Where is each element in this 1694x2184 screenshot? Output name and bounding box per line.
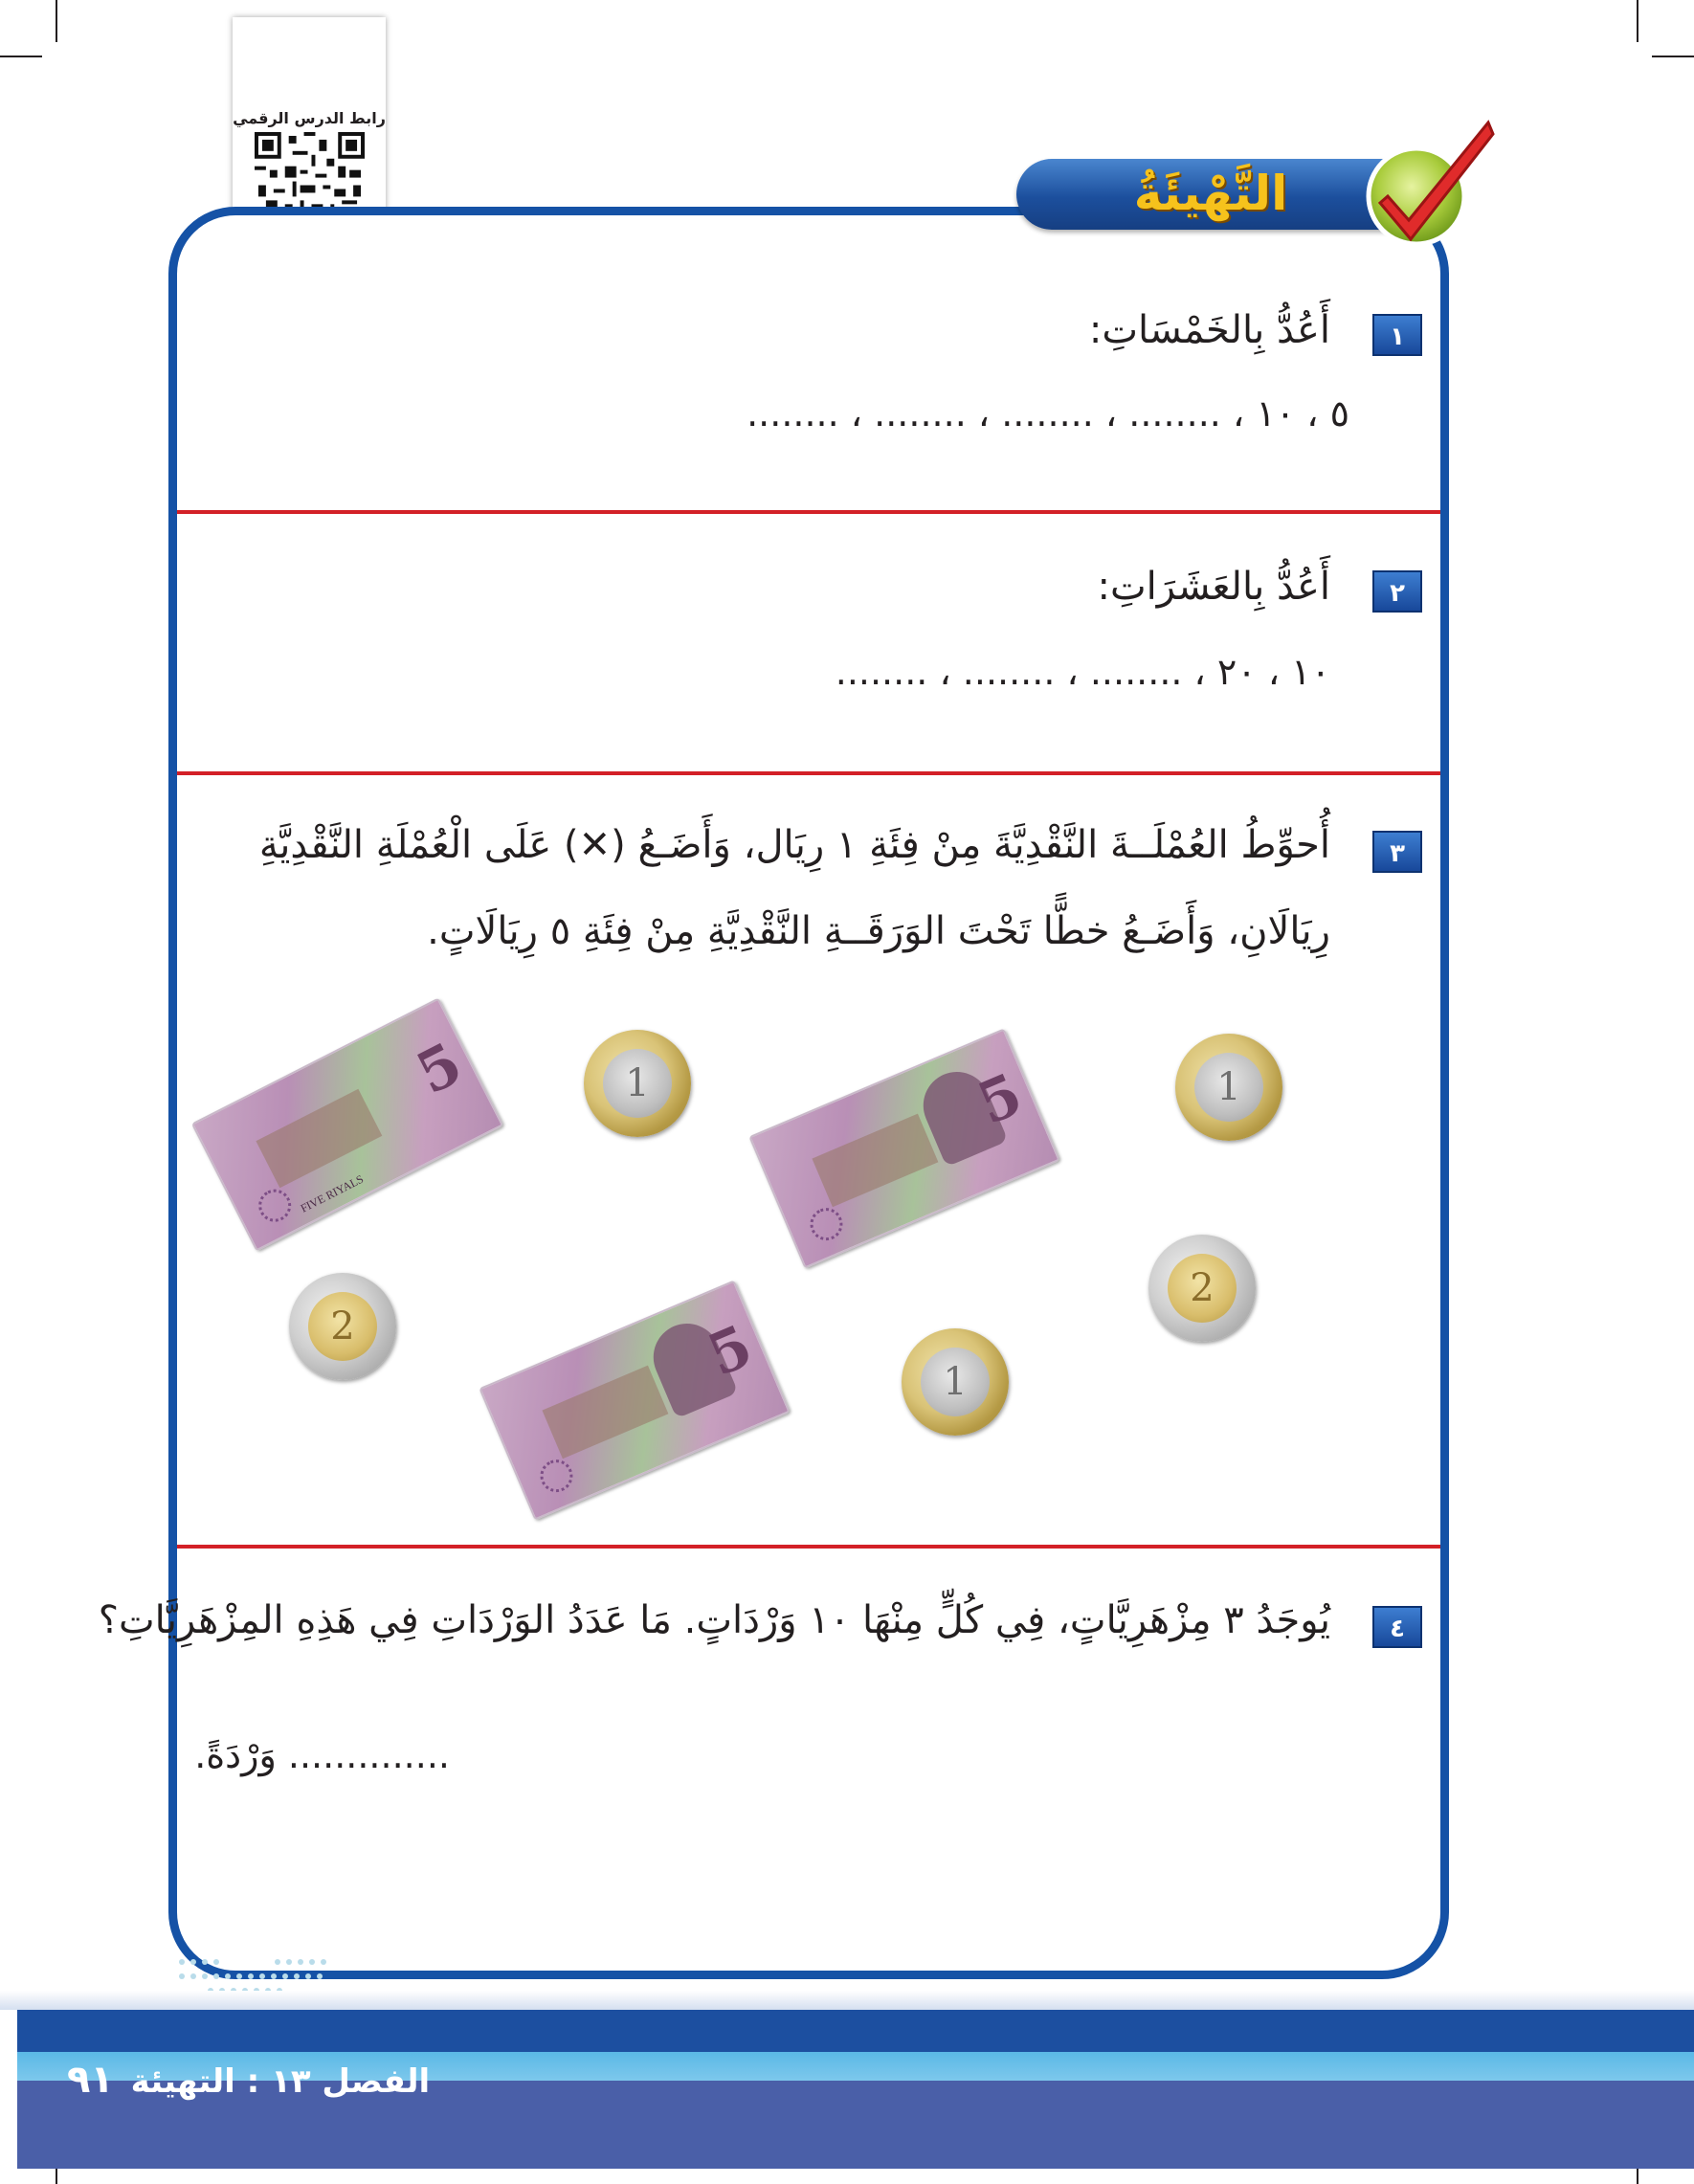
section-divider bbox=[177, 510, 1440, 514]
question-4-text: يُوجَدُ ٣ مِزْهَرِيَّاتٍ، فِي كُلٍّ مِنْهَا ١٠ وَرْدَاتٍ. مَا عَدَدُ الوَرْدَاتِ فِي هَذِهِ المِزْهَرِيَّاتِ؟ bbox=[98, 1598, 1330, 1642]
note-value: 5 bbox=[699, 1312, 762, 1391]
note-art bbox=[256, 1089, 382, 1188]
coin-value: 1 bbox=[921, 1348, 990, 1416]
page-number: ٩١ bbox=[67, 2058, 114, 2102]
crop-mark bbox=[1637, 0, 1638, 42]
note-value: 5 bbox=[406, 1030, 473, 1108]
one-riyal-coin[interactable] bbox=[1175, 1034, 1282, 1141]
footer-chapter-label bbox=[67, 2058, 430, 2102]
crop-mark bbox=[1652, 56, 1694, 57]
footer-band bbox=[17, 2010, 1694, 2052]
coin-value: 2 bbox=[1168, 1254, 1237, 1323]
note-rosette bbox=[805, 1203, 848, 1246]
note-rosette bbox=[535, 1455, 578, 1498]
section-divider bbox=[177, 1545, 1440, 1549]
question-number-4: ٤ bbox=[1372, 1606, 1422, 1648]
note-art bbox=[812, 1114, 938, 1208]
question-1-text: أَعُدُّ بِالخَمْسَاتِ: bbox=[1088, 308, 1330, 352]
question-1-sequence: ٥ ، ١٠ ، ........ ، ........ ، ........ ، ........ bbox=[747, 392, 1349, 435]
section-divider bbox=[177, 771, 1440, 775]
checkmark-icon bbox=[1349, 105, 1503, 258]
two-riyal-coin[interactable] bbox=[289, 1273, 396, 1380]
question-3-text-line2: رِيَالَانِ، وَأَضَـعُ خطًّا تَحْتَ الوَرَقَــةِ النَّقْدِيَّةِ مِنْ فِئَةِ ٥ رِيَالَاتٍ. bbox=[427, 909, 1330, 953]
section-title: التَّهْيئَةُ bbox=[1133, 166, 1288, 221]
question-number-2: ٢ bbox=[1372, 570, 1422, 613]
question-4-answer: .............. وَرْدَةً. bbox=[194, 1734, 450, 1776]
chapter-title: الفصل ١٣ : التهيئة bbox=[130, 2062, 431, 2101]
note-label: FIVE RIYALS bbox=[298, 1171, 366, 1215]
qr-caption: رابط الدرس الرقمي bbox=[233, 109, 386, 127]
question-3-text-line1: أُحوِّطُ العُمْلَــةَ النَّقْدِيَّةَ مِنْ فِئَةِ ١ رِيَال، وَأَضَـعُ (✕) عَلَى الْعُمْلَةِ النَّقْدِيَّةِ bbox=[258, 823, 1330, 867]
coin-value: 1 bbox=[603, 1049, 672, 1118]
note-rosette bbox=[253, 1184, 297, 1228]
question-number-1: ١ bbox=[1372, 314, 1422, 356]
crop-mark bbox=[56, 0, 57, 42]
question-number-3: ٣ bbox=[1372, 831, 1422, 873]
one-riyal-coin[interactable] bbox=[584, 1030, 691, 1137]
coin-value: 1 bbox=[1194, 1053, 1263, 1122]
question-2-text: أَعُدُّ بِالعَشَرَاتِ: bbox=[1097, 565, 1330, 609]
footer-fade bbox=[0, 1991, 1694, 2010]
question-2-sequence: ١٠ ، ٢٠ ، ........ ، ........ ، ........ bbox=[835, 651, 1330, 693]
note-value: 5 bbox=[969, 1060, 1032, 1139]
coin-value: 2 bbox=[308, 1292, 377, 1361]
note-art bbox=[542, 1366, 668, 1460]
crop-mark bbox=[0, 56, 42, 57]
two-riyal-coin[interactable] bbox=[1148, 1235, 1256, 1342]
one-riyal-coin[interactable] bbox=[902, 1328, 1009, 1436]
